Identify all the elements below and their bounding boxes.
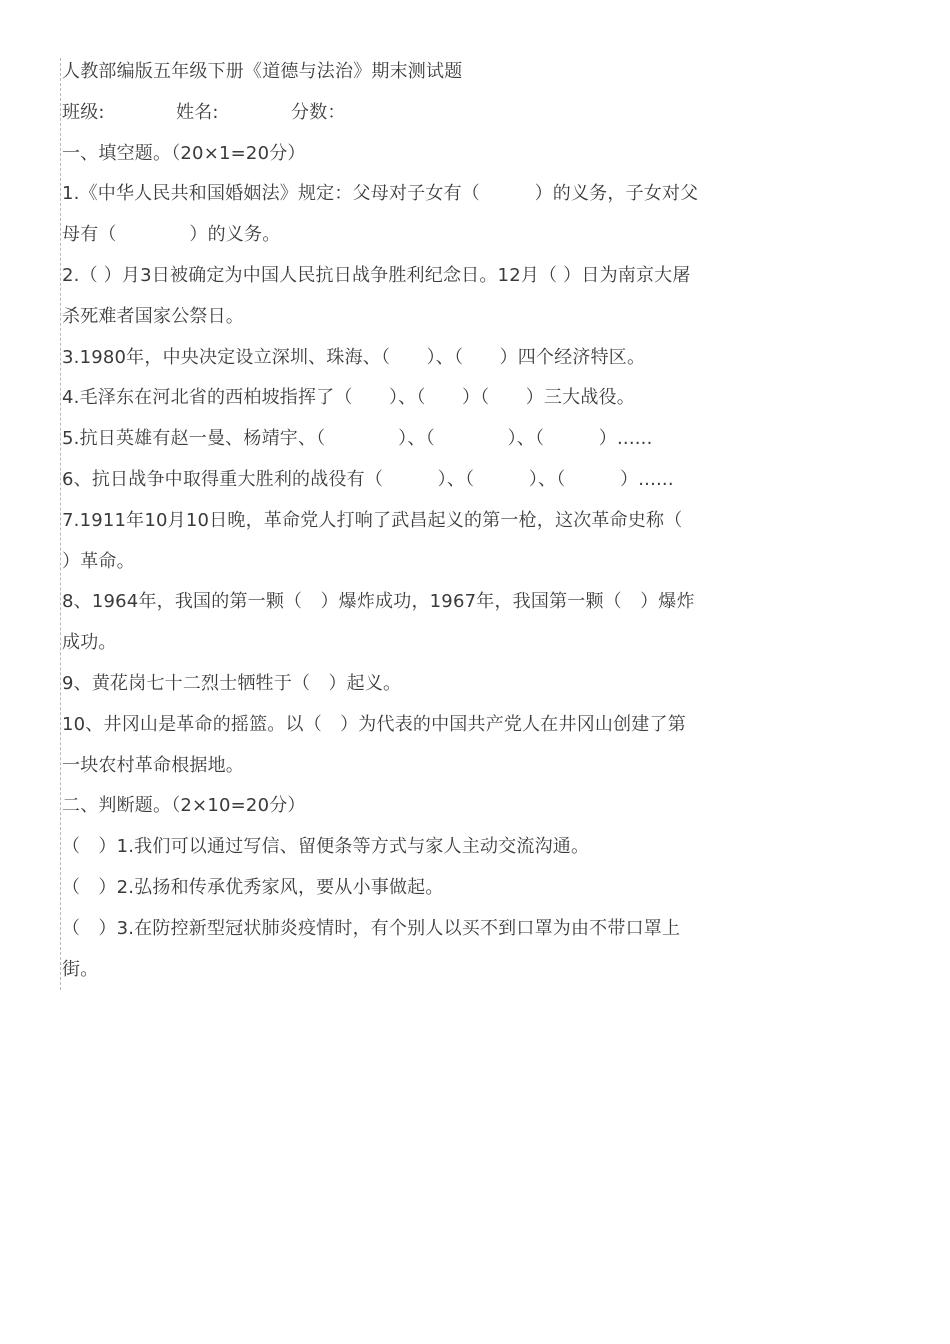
question-text-line: 7.1911年10月10日晚，革命党人打响了武昌起义的第一枪，这次革命史称（ <box>62 509 683 531</box>
document-title: 人教部编版五年级下册《道德与法治》期末测试题 <box>62 61 463 82</box>
question-text-line: 3.1980年，中央决定设立深圳、珠海、（ ）、（ ）四个经济特区。 <box>62 346 646 368</box>
question-text-line: ）革命。 <box>62 550 135 572</box>
student-info-header <box>62 93 752 134</box>
question-text-line: 1.《中华人民共和国婚姻法》规定：父母对子女有（ ）的义务，子女对父 <box>62 183 699 205</box>
question-text-line: 6、抗日战争中取得重大胜利的战役有（ ）、（ ）、（ ）...... <box>62 468 674 490</box>
question-text-line: 母有（ ）的义务。 <box>62 224 281 246</box>
question-text-line: （ ）3.在防控新型冠状肺炎疫情时，有个别人以买不到口罩为由不带口罩上 <box>62 917 681 939</box>
question-text-line: 5.抗日英雄有赵一曼、杨靖宇、（ ）、（ ）、（ ）...... <box>62 428 653 450</box>
question-text-line: （ ）2.弘扬和传承优秀家风，要从小事做起。 <box>62 876 444 898</box>
question-text-line: 8、1964年，我国的第一颗（ ）爆炸成功，1967年，我国第一颗（ ）爆炸 <box>62 591 695 613</box>
score-label: 分数： <box>291 101 346 123</box>
question-text-line: 一块农村革命根据地。 <box>62 754 244 776</box>
document-content <box>62 52 752 990</box>
question-text-line: 9、黄花岗七十二烈士牺牲于（ ）起义。 <box>62 672 402 694</box>
name-label: 姓名: <box>176 101 219 123</box>
margin-guide-line <box>60 58 61 990</box>
section-heading-true-false: 二、判断题。（2×10=20分） <box>62 795 306 817</box>
class-label: 班级: <box>62 101 105 123</box>
question-text-line: 10、井冈山是革命的摇篮。以（ ）为代表的中国共产党人在井冈山创建了第 <box>62 713 686 735</box>
question-text-line: 街。 <box>62 958 99 980</box>
question-text-line: （ ）1.我们可以通过写信、留便条等方式与家人主动交流沟通。 <box>62 836 590 858</box>
question-text-line: 4.毛泽东在河北省的西柏坡指挥了（ ）、（ ）（ ）三大战役。 <box>62 387 635 409</box>
question-text-line: 2.（ ）月3日被确定为中国人民抗日战争胜利纪念日。12月（ ）日为南京大屠 <box>62 264 691 286</box>
question-text-line: 杀死难者国家公祭日。 <box>62 305 244 327</box>
section-heading-fill-in: 一、填空题。（20×1=20分） <box>62 142 306 164</box>
question-text-line: 成功。 <box>62 632 117 654</box>
